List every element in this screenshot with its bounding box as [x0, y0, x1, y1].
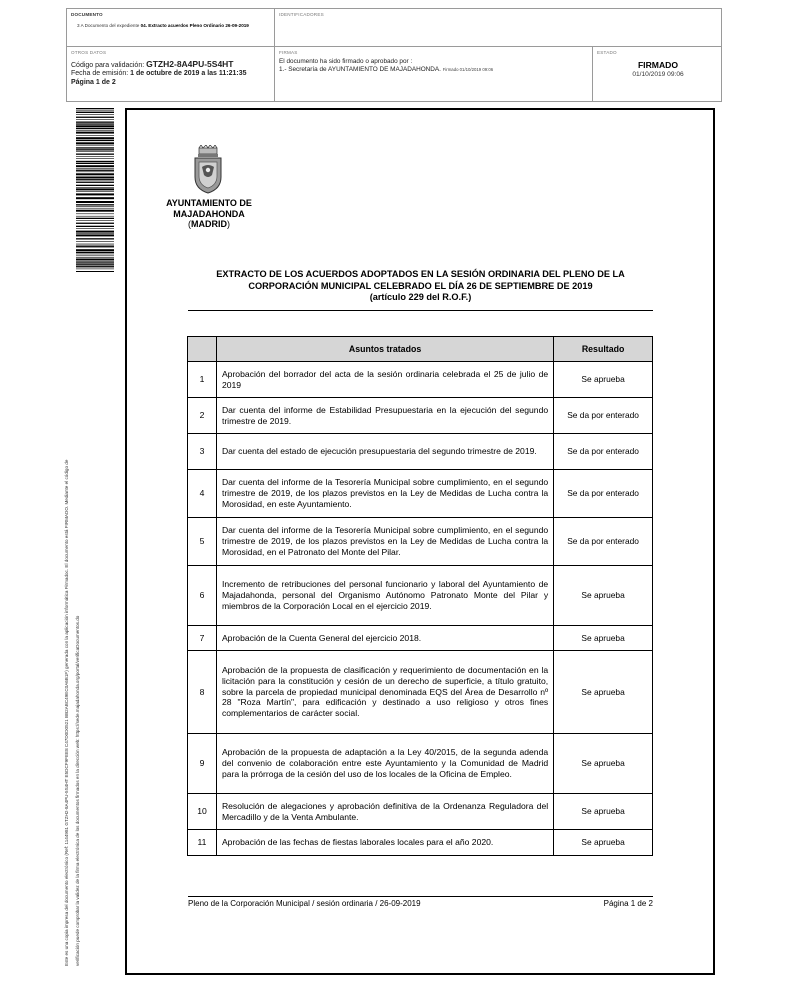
firmante-fecha: Firmado 01/10/2019 09:06	[442, 66, 494, 72]
row-asunto: Aprobación del borrador del acta de la sesión ordinaria celebrada el 25 de julio de 2019	[216, 362, 553, 398]
row-resultado: Se aprueba	[554, 830, 653, 856]
col-num-header	[188, 337, 217, 362]
row-asunto: Resolución de alegaciones y aprobación definitiva de la Ordenanza Reguladora del Mercadillo y de la Venta Ambulante.	[216, 794, 553, 830]
row-resultado: Se da por enterado	[554, 518, 653, 566]
col-asunto-header: Asuntos tratados	[216, 337, 553, 362]
footer-page-number: Página 1 de 2	[603, 899, 653, 908]
otros-datos-text	[71, 60, 247, 87]
otros-datos-cell	[67, 46, 274, 102]
emision-label: Fecha de emisión:	[71, 70, 129, 78]
table-row	[188, 398, 653, 434]
firmante: 1.- Secretaría de AYUNTAMIENTO DE MAJADAHONDA.	[279, 65, 441, 73]
table-row	[188, 734, 653, 794]
estado-value: FIRMADO	[637, 60, 679, 70]
row-resultado: Se da por enterado	[554, 434, 653, 470]
footer-rule	[188, 896, 653, 897]
firmas-text	[279, 58, 591, 73]
row-asunto: Incremento de retribuciones del personal funcionario y laboral del Ayuntamiento de Majadahonda, personal del Organismo Autónomo Patronato Monte del Pilar y miembros de la Corporación Local en el ejercicio 2019.	[216, 566, 553, 626]
row-resultado: Se aprueba	[554, 626, 653, 651]
title-underline	[188, 310, 653, 311]
row-num: 2	[188, 398, 217, 434]
emision-value: 1 de octubre de 2019 a las 11:21:35	[130, 70, 247, 78]
firmas-cell	[274, 46, 592, 102]
institution-line1: AYUNTAMIENTO DE	[166, 198, 252, 208]
footer-left: Pleno de la Corporación Municipal / sesión ordinaria / 26-09-2019	[188, 899, 421, 908]
row-num: 8	[188, 651, 217, 734]
row-asunto: Aprobación de las fechas de fiestas laborales locales para el año 2020.	[216, 830, 553, 856]
table-row	[188, 518, 653, 566]
row-num: 10	[188, 794, 217, 830]
estado-cell	[592, 46, 722, 102]
side-verification-text	[61, 300, 83, 966]
documento-prefix: 3 A Documento del expediente	[77, 23, 140, 28]
row-num: 4	[188, 470, 217, 518]
side-text-line2: verificación puede comprobar la validez de la firma electrónica de los documentos firmados en la dirección web: https://sede.majadahonda.org/portal/verificaDocumentos.do	[75, 615, 80, 966]
csv-label: Código para validación:	[71, 62, 145, 69]
row-num: 3	[188, 434, 217, 470]
institution-name	[152, 198, 266, 230]
documento-cell	[67, 9, 274, 46]
table-row	[188, 470, 653, 518]
row-resultado: Se aprueba	[554, 734, 653, 794]
row-asunto: Dar cuenta del informe de Estabilidad Presupuestaria en la ejecución del segundo trimestre de 2019.	[216, 398, 553, 434]
row-resultado: Se aprueba	[554, 794, 653, 830]
table-row	[188, 566, 653, 626]
row-asunto: Aprobación de la Cuenta General del ejercicio 2018.	[216, 626, 553, 651]
documento-label: DOCUMENTO	[71, 12, 103, 17]
document-title	[188, 269, 653, 304]
row-num: 6	[188, 566, 217, 626]
side-text-line1: Este es una copia impresa del documento electrónico (Ref: 1144981 GTZH2-8A4PU-5S4HT E5DCF9FEE8 C47D0D0521 BB2ABC49EC0A6B1F) generada con la aplicación informática Firmadoc. El documento está FIRMADO. Mediante el código de	[64, 459, 69, 966]
row-asunto: Dar cuenta del estado de ejecución presupuestaria del segundo trimestre de 2019.	[216, 434, 553, 470]
table-header-row	[188, 337, 653, 362]
row-asunto: Aprobación de la propuesta de clasificación y requerimiento de documentación en la licitación para la constitución y cesión de un derecho de superficie, a título gratuito, sobre la parcela de propiedad municipal denominada EQS del Área de Desarrollo nº 28 "Roza Martín", para edificación y destinado a uso religioso y otros fines complementarios de carácter social.	[216, 651, 553, 734]
row-num: 7	[188, 626, 217, 651]
row-num: 9	[188, 734, 217, 794]
barcode-icon	[76, 108, 114, 272]
row-resultado: Se aprueba	[554, 362, 653, 398]
table-row	[188, 362, 653, 398]
firmas-intro: El documento ha sido firmado o aprobado por :	[279, 58, 413, 65]
title-line3: (artículo 229 del R.O.F.)	[369, 292, 472, 303]
row-asunto: Aprobación de la propuesta de adaptación a la Ley 40/2015, de la segunda adenda del convenio de colaboración entre este Ayuntamiento y la Comunidad de Madrid para la prórroga de la cesión del uso de los locales de la Oficina de Empleo.	[216, 734, 553, 794]
estado-fecha: 01/10/2019 09:06	[632, 71, 684, 78]
agenda-table	[187, 336, 653, 856]
row-asunto: Dar cuenta del informe de la Tesorería Municipal sobre cumplimiento, en el segundo trimestre de 2019, de los plazos previstos en la Ley de Medidas de Lucha contra la Morosidad, en el Patronato del Monte del Pilar.	[216, 518, 553, 566]
institution-line3: MADRID	[191, 219, 227, 230]
pagina-header: Página 1 de 2	[71, 78, 116, 86]
row-num: 1	[188, 362, 217, 398]
identificadores-cell	[274, 9, 722, 46]
title-line2: CORPORACIÓN MUNICIPAL CELEBRADO EL DÍA 26 DE SEPTIEMBRE DE 2019	[248, 280, 593, 291]
col-resultado-header: Resultado	[554, 337, 653, 362]
estado-label: ESTADO	[597, 50, 617, 55]
row-resultado: Se da por enterado	[554, 470, 653, 518]
table-row	[188, 626, 653, 651]
otros-datos-label: OTROS DATOS	[71, 50, 107, 55]
documento-text	[77, 23, 267, 29]
document-header	[66, 8, 722, 102]
documento-value: 04. Extracto acuerdos Pleno Ordinario 26-09-2019	[140, 23, 249, 28]
row-resultado: Se da por enterado	[554, 398, 653, 434]
firmas-label: FIRMAS	[279, 50, 298, 55]
table-row	[188, 794, 653, 830]
row-num: 11	[188, 830, 217, 856]
row-asunto: Dar cuenta del informe de la Tesorería Municipal sobre cumplimiento, en el segundo trimestre de 2019, de los plazos previstos en la Ley de Medidas de Lucha contra la Morosidad, en este Ayuntamiento.	[216, 470, 553, 518]
row-resultado: Se aprueba	[554, 651, 653, 734]
coat-of-arms-icon	[190, 145, 226, 195]
paren-open: (	[188, 219, 191, 230]
row-resultado: Se aprueba	[554, 566, 653, 626]
table-row	[188, 651, 653, 734]
table-row	[188, 434, 653, 470]
csv-code: GTZH2-8A4PU-5S4HT	[146, 59, 234, 69]
identificadores-label: IDENTIFICADORES	[279, 12, 324, 17]
title-line1: EXTRACTO DE LOS ACUERDOS ADOPTADOS EN LA SESIÓN ORDINARIA DEL PLENO DE LA	[216, 269, 625, 279]
paren-close: )	[227, 219, 230, 230]
row-num: 5	[188, 518, 217, 566]
table-row	[188, 830, 653, 856]
institution-line2: MAJADAHONDA	[173, 208, 245, 219]
